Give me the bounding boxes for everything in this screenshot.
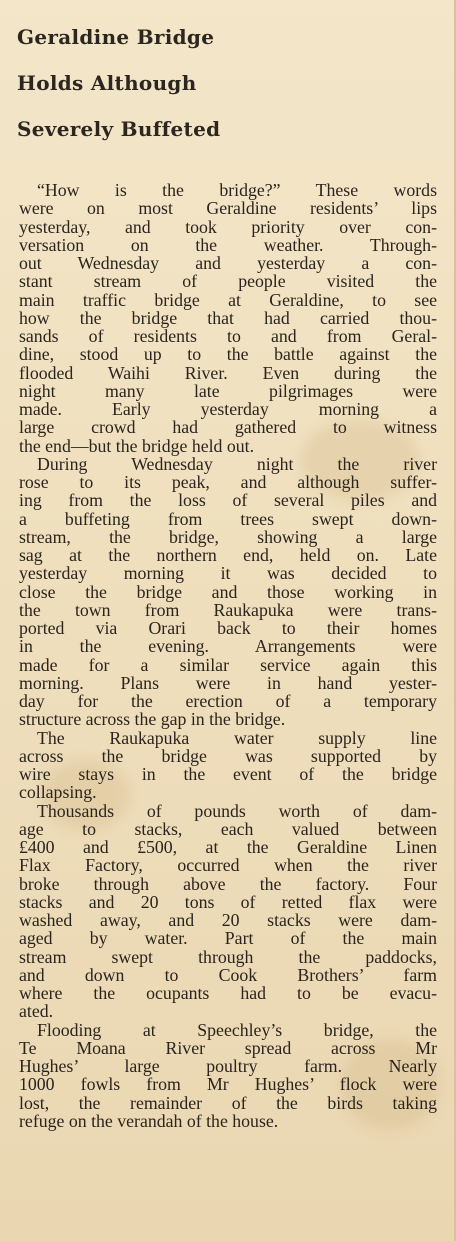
text-line: stream, the bridge, showing a large bbox=[19, 526, 437, 547]
headline-line: Holds Although bbox=[17, 71, 197, 95]
text-line: stream swept through the paddocks, bbox=[19, 946, 437, 967]
article-paragraph bbox=[19, 455, 437, 729]
article-paragraph bbox=[19, 1021, 437, 1131]
text-line: where the ocupants had to be evacu- bbox=[19, 983, 437, 1003]
text-line: ported via Orari back to their homes bbox=[19, 618, 437, 638]
text-line: ing from the loss of several piles and bbox=[19, 490, 437, 511]
text-line: yesterday, and took priority over con- bbox=[19, 216, 437, 237]
text-line: collapsing. bbox=[19, 782, 97, 803]
text-line: £400 and £500, at the Geraldine Linen bbox=[19, 837, 437, 857]
text-line: made for a similar service again this bbox=[19, 654, 437, 675]
text-line: 1000 fowls from Mr Hughes’ flock were bbox=[19, 1074, 437, 1095]
text-line: wire stays in the event of the bridge bbox=[19, 764, 437, 784]
text-line: across the bridge was supported by bbox=[19, 745, 437, 766]
article-paragraph bbox=[19, 729, 437, 802]
text-line: structure across the gap in the bridge. bbox=[19, 709, 286, 730]
text-line: close the bridge and those working in bbox=[19, 581, 437, 602]
text-line: washed away, and 20 stacks were dam- bbox=[19, 910, 437, 930]
text-line: Flax Factory, occurred when the river bbox=[19, 855, 437, 876]
text-line: the town from Raukapuka were trans- bbox=[19, 599, 437, 620]
text-line: flooded Waihi River. Even during the bbox=[19, 362, 437, 383]
article-headline bbox=[17, 14, 447, 152]
text-line: the end—but the bridge held out. bbox=[19, 435, 255, 456]
text-line: yesterday morning it was decided to bbox=[19, 563, 437, 584]
text-line: out Wednesday and yesterday a con- bbox=[19, 253, 437, 273]
article-body bbox=[19, 181, 437, 1130]
article-paragraph bbox=[19, 181, 437, 455]
text-line: sands of residents to and from Geral- bbox=[19, 326, 437, 346]
text-line: versation on the weather. Through- bbox=[19, 234, 437, 255]
text-line: night many late pilgrimages were bbox=[19, 380, 437, 401]
text-line: how the bridge that had carried thou- bbox=[19, 307, 437, 328]
text-line: lost, the remainder of the birds taking bbox=[19, 1092, 437, 1113]
text-line: rose to its peak, and although suffer- bbox=[19, 472, 437, 492]
text-line: During Wednesday night the river bbox=[37, 453, 437, 474]
text-line: ated. bbox=[19, 1001, 54, 1022]
text-line: made. Early yesterday morning a bbox=[19, 399, 437, 419]
text-line: refuge on the verandah of the house. bbox=[19, 1110, 279, 1131]
text-line: in the evening. Arrangements were bbox=[19, 636, 437, 657]
text-line: and down to Cook Brothers’ farm bbox=[19, 964, 437, 985]
text-line: day for the erection of a temporary bbox=[19, 691, 437, 711]
text-line: sag at the northern end, held on. Late bbox=[19, 545, 437, 565]
text-line: a buffeting from trees swept down- bbox=[19, 508, 437, 529]
text-line: Te Moana River spread across Mr bbox=[19, 1037, 437, 1058]
text-line: broke through above the factory. Four bbox=[19, 873, 437, 894]
text-line: Thousands of pounds worth of dam- bbox=[37, 800, 437, 821]
headline-line: Geraldine Bridge bbox=[17, 25, 215, 49]
text-line: large crowd had gathered to witness bbox=[19, 417, 437, 438]
text-line: The Raukapuka water supply line bbox=[37, 727, 437, 748]
text-line: stant stream of people visited the bbox=[19, 271, 437, 292]
article-paragraph bbox=[19, 802, 437, 1021]
headline-line: Severely Buffeted bbox=[17, 117, 221, 141]
text-line: Hughes’ large poultry farm. Nearly bbox=[19, 1056, 437, 1076]
text-line: stacks and 20 tons of retted flax were bbox=[19, 891, 437, 912]
text-line: were on most Geraldine residents’ lips bbox=[19, 198, 437, 219]
text-line: Flooding at Speechley’s bridge, the bbox=[37, 1019, 437, 1040]
text-line: dine, stood up to the battle against the bbox=[19, 344, 437, 365]
text-line: “How is the bridge?” These words bbox=[37, 180, 437, 200]
text-line: morning. Plans were in hand yester- bbox=[19, 672, 437, 693]
text-line: main traffic bridge at Geraldine, to see bbox=[19, 289, 437, 310]
text-line: aged by water. Part of the main bbox=[19, 928, 437, 949]
text-line: age to stacks, each valued between bbox=[19, 818, 437, 839]
